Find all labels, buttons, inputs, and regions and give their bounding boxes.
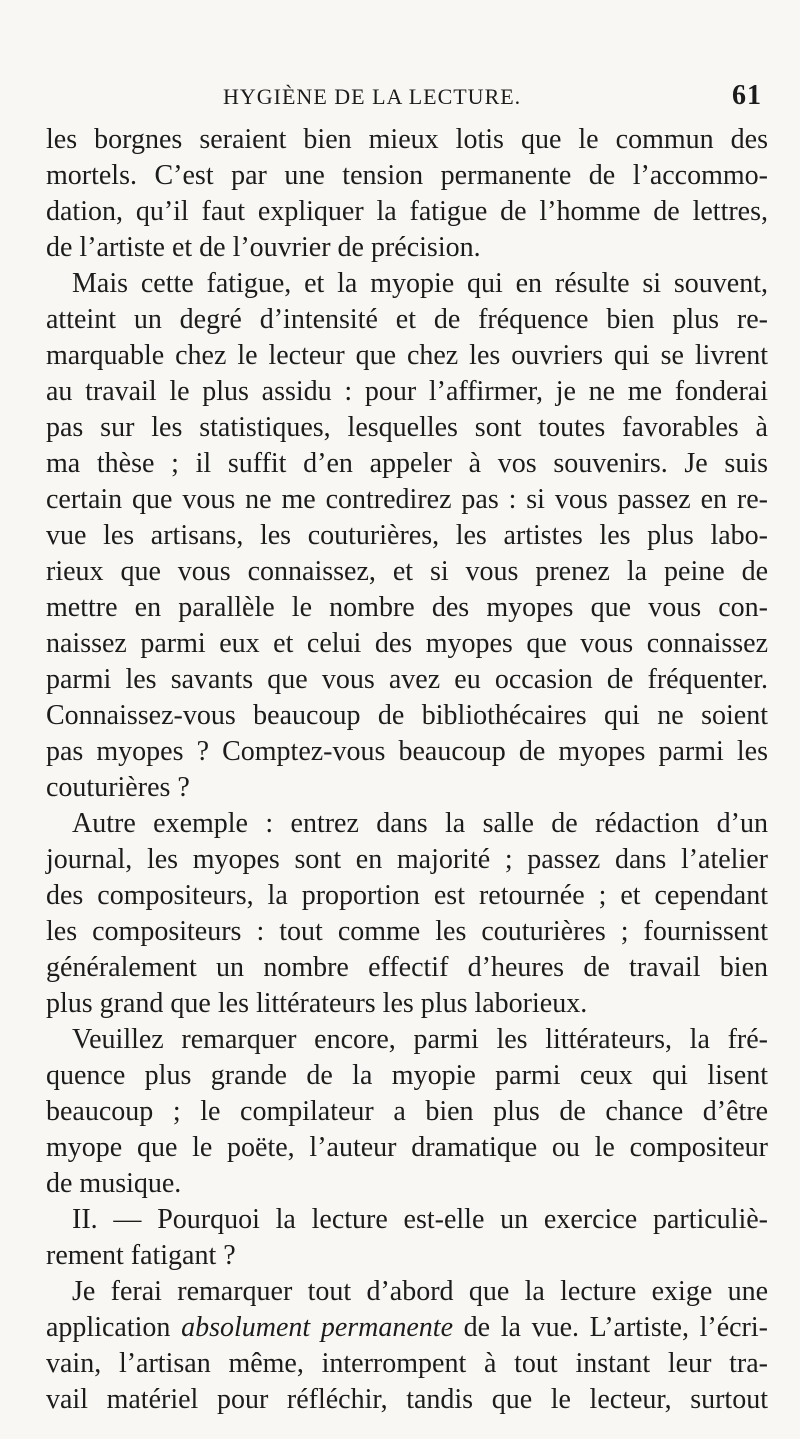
- text-line: de l’artiste et de l’ouvrier de précision.: [46, 232, 481, 263]
- text-line: ma thèse ; il suffit d’en appeler à vos souvenirs. Je suis: [46, 448, 768, 479]
- text-line: Connaissez-vous beaucoup de bibliothécaires qui ne soient: [46, 700, 768, 731]
- text-line: vain, l’artisan même, interrompent à tout instant leur tra-: [46, 1348, 768, 1379]
- text-line: dation, qu’il faut expliquer la fatigue de l’homme de lettres,: [46, 196, 768, 227]
- text-line: quence plus grande de la myopie parmi ceux qui lisent: [46, 1060, 768, 1091]
- text-line: marquable chez le lecteur que chez les ouvriers qui se livrent: [46, 340, 768, 371]
- text-line: mortels. C’est par une tension permanente de l’accommo-: [46, 160, 768, 191]
- text-segment: application: [46, 1312, 171, 1343]
- italic-phrase: absolument permanente: [181, 1312, 453, 1343]
- text-line: au travail le plus assidu : pour l’affirmer, je ne me fonderai: [46, 376, 768, 407]
- text-line: pas myopes ? Comptez-vous beaucoup de myopes parmi les: [46, 736, 768, 767]
- text-segment: de la vue. L’artiste, l’écri-: [463, 1312, 768, 1343]
- text-line: couturières ?: [46, 772, 190, 803]
- text-line: les compositeurs : tout comme les couturières ; fournissent: [46, 916, 768, 947]
- text-line: pas sur les statistiques, lesquelles sont toutes favorables à: [46, 412, 768, 443]
- text-line: II. — Pourquoi la lecture est-elle un exercice particuliè-: [72, 1204, 768, 1235]
- body-text: [46, 122, 768, 1418]
- text-line: atteint un degré d’intensité et de fréquence bien plus re-: [46, 304, 768, 335]
- text-line: myope que le poëte, l’auteur dramatique ou le compositeur: [46, 1132, 768, 1163]
- text-line: Mais cette fatigue, et la myopie qui en résulte si souvent,: [72, 268, 768, 299]
- text-line: parmi les savants que vous avez eu occasion de fréquenter.: [46, 664, 768, 695]
- text-line: vue les artisans, les couturières, les artistes les plus labo-: [46, 520, 768, 551]
- text-line: des compositeurs, la proportion est retournée ; et cependant: [46, 880, 768, 911]
- text-line: mettre en parallèle le nombre des myopes que vous con-: [46, 592, 768, 623]
- running-title: HYGIÈNE DE LA LECTURE.: [223, 84, 522, 109]
- text-line: rement fatigant ?: [46, 1240, 236, 1271]
- text-line: les borgnes seraient bien mieux lotis que le commun des: [46, 124, 768, 155]
- page-header: [48, 68, 766, 118]
- text-line: certain que vous ne me contredirez pas : si vous passez en re-: [46, 484, 768, 515]
- text-line: Autre exemple : entrez dans la salle de rédaction d’un: [72, 808, 768, 839]
- text-line: journal, les myopes sont en majorité ; passez dans l’atelier: [46, 844, 768, 875]
- text-line: [46, 1310, 768, 1346]
- text-line: vail matériel pour réfléchir, tandis que le lecteur, surtout: [46, 1384, 768, 1415]
- text-line: Je ferai remarquer tout d’abord que la lecture exige une: [72, 1276, 768, 1307]
- text-line: plus grand que les littérateurs les plus laborieux.: [46, 988, 588, 1019]
- text-line: naissez parmi eux et celui des myopes que vous connaissez: [46, 628, 768, 659]
- text-line: généralement un nombre effectif d’heures de travail bien: [46, 952, 768, 983]
- page-number: 61: [732, 80, 762, 111]
- text-line: Veuillez remarquer encore, parmi les littérateurs, la fré-: [72, 1024, 768, 1055]
- text-line: de musique.: [46, 1168, 182, 1199]
- text-line: beaucoup ; le compilateur a bien plus de chance d’être: [46, 1096, 768, 1127]
- text-line: rieux que vous connaissez, et si vous prenez la peine de: [46, 556, 768, 587]
